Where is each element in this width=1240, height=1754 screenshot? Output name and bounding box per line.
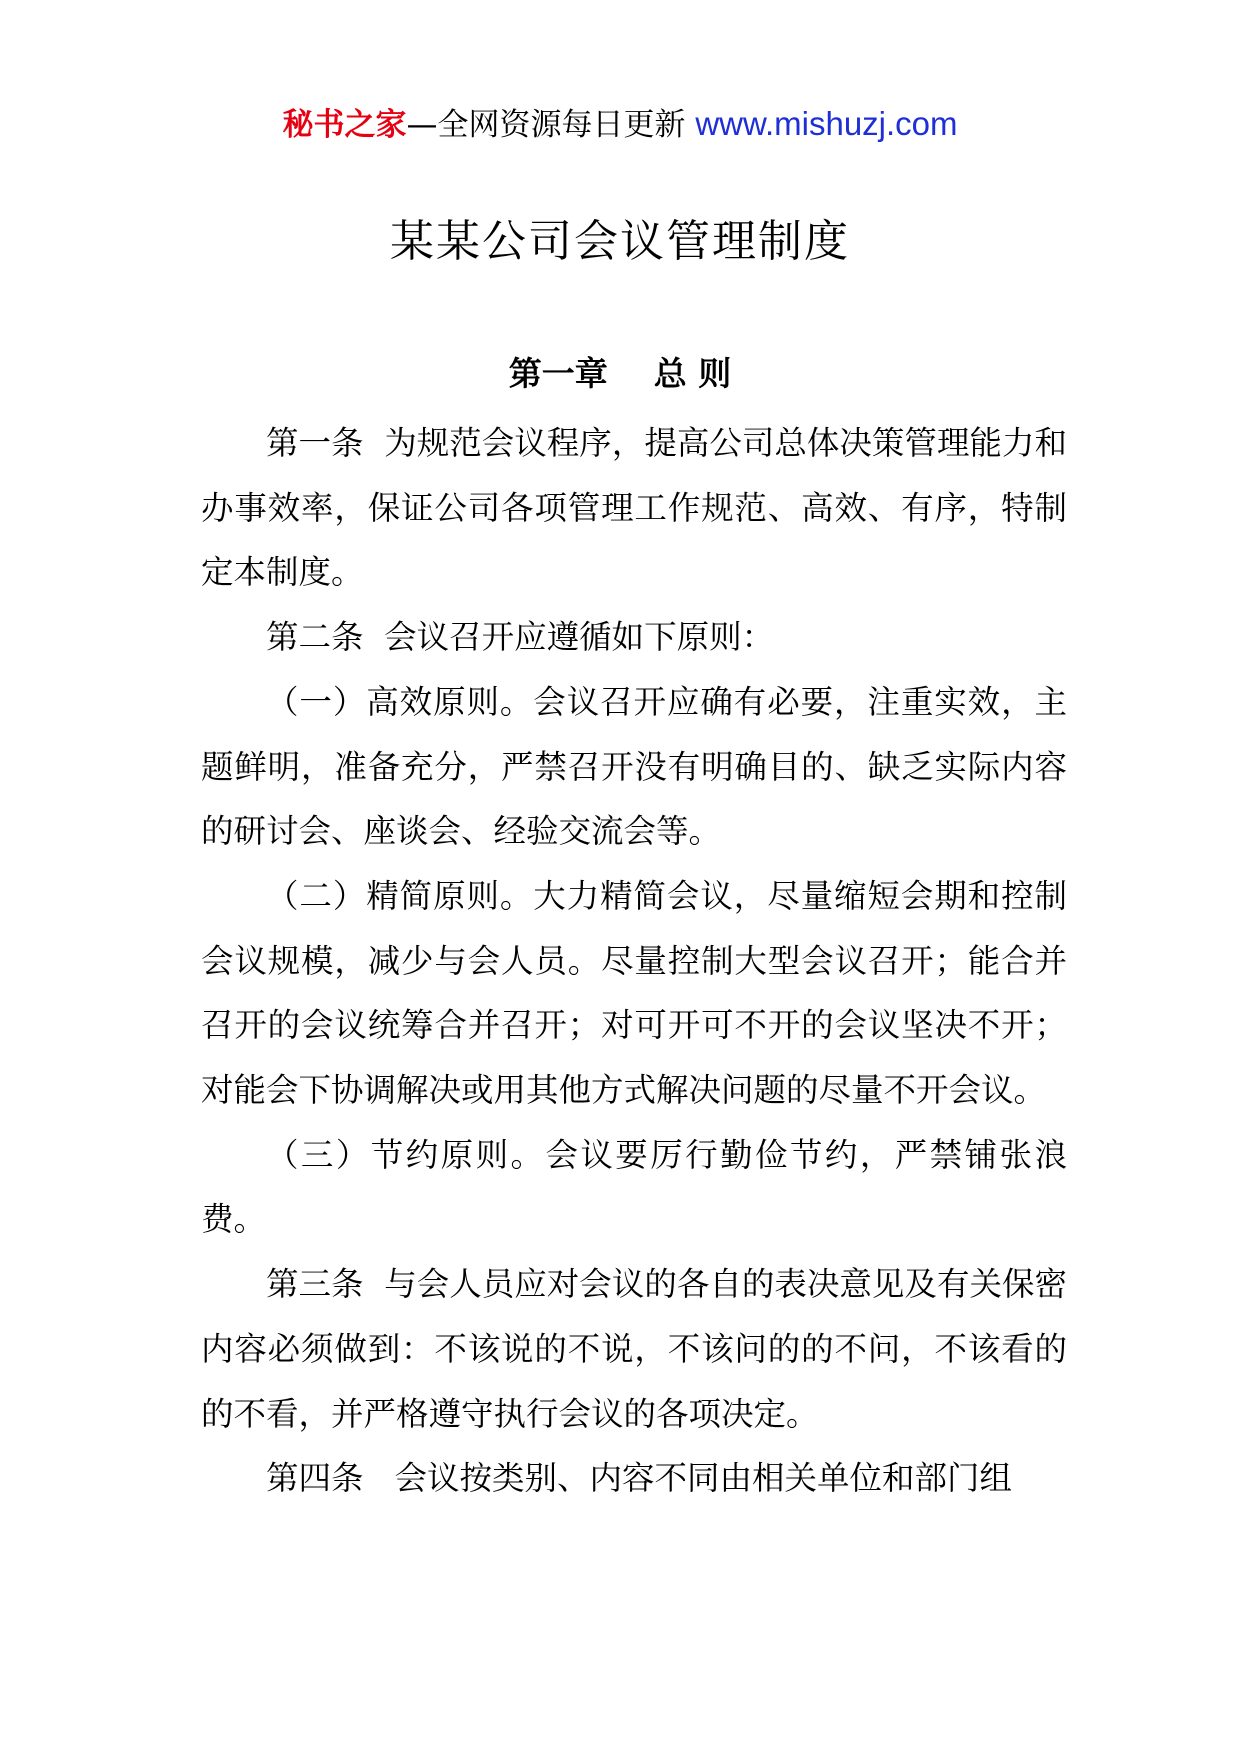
paragraph-text: 与会人员应对会议的各自的表决意见及有关保密内容必须做到：不该说的不说，不该问的的不问，不该看的的不看，并严格遵守执行会议的各项决定。 — [201, 1265, 1067, 1433]
site-brand: 秘书之家 — [282, 107, 407, 143]
principle-label: （二） — [266, 876, 367, 915]
paragraph-text: 精简原则。大力精简会议，尽量缩短会期和控制会议规模，减少与会人员。尽量控制大型会议召开；能合并召开的会议统筹合并召开；对可开可不开的会议坚决不开；对能会下协调解决或用其他方式解决问题的尽量不开会议。 — [201, 876, 1067, 1110]
paragraph-text: 节约原则。会议要厉行勤俭节约，严禁铺张浪费。 — [201, 1135, 1067, 1239]
document-title: 某某公司会议管理制度 — [390, 216, 850, 267]
article-2-paragraph — [201, 605, 1067, 670]
principle-label: （三） — [266, 1135, 371, 1174]
principle-1-paragraph — [201, 670, 1067, 864]
principle-3-paragraph — [201, 1123, 1067, 1252]
paragraph-text: 会议按类别、内容不同由相关单位和部门组 — [394, 1459, 1013, 1498]
chapter-heading: 第一章 总 则 — [508, 354, 732, 393]
article-label: 第四条 — [266, 1459, 395, 1498]
paragraph-text: 为规范会议程序，提高公司总体决策管理能力和办事效率，保证公司各项管理工作规范、高效、有序，特制定本制度。 — [201, 424, 1067, 592]
article-3-paragraph — [201, 1252, 1067, 1446]
article-4-paragraph — [201, 1446, 1067, 1511]
article-label: 第二条 — [266, 618, 385, 657]
paragraph-text: 高效原则。会议召开应确有必要，注重实效，主题鲜明，准备充分，严禁召开没有明确目的、缺乏实际内容的研讨会、座谈会、经验交流会等。 — [201, 682, 1067, 851]
document-body — [201, 411, 1067, 1511]
principle-label: （一） — [266, 682, 367, 721]
article-label: 第三条 — [266, 1265, 385, 1304]
site-tagline: —全网资源每日更新 — [406, 107, 696, 143]
site-header — [0, 102, 1240, 147]
article-label: 第一条 — [266, 424, 385, 462]
site-url-link[interactable]: www.mishuzj.com — [695, 105, 958, 142]
principle-2-paragraph — [201, 864, 1067, 1123]
paragraph-text: 会议召开应遵循如下原则： — [384, 618, 775, 657]
article-1-paragraph — [201, 411, 1067, 605]
